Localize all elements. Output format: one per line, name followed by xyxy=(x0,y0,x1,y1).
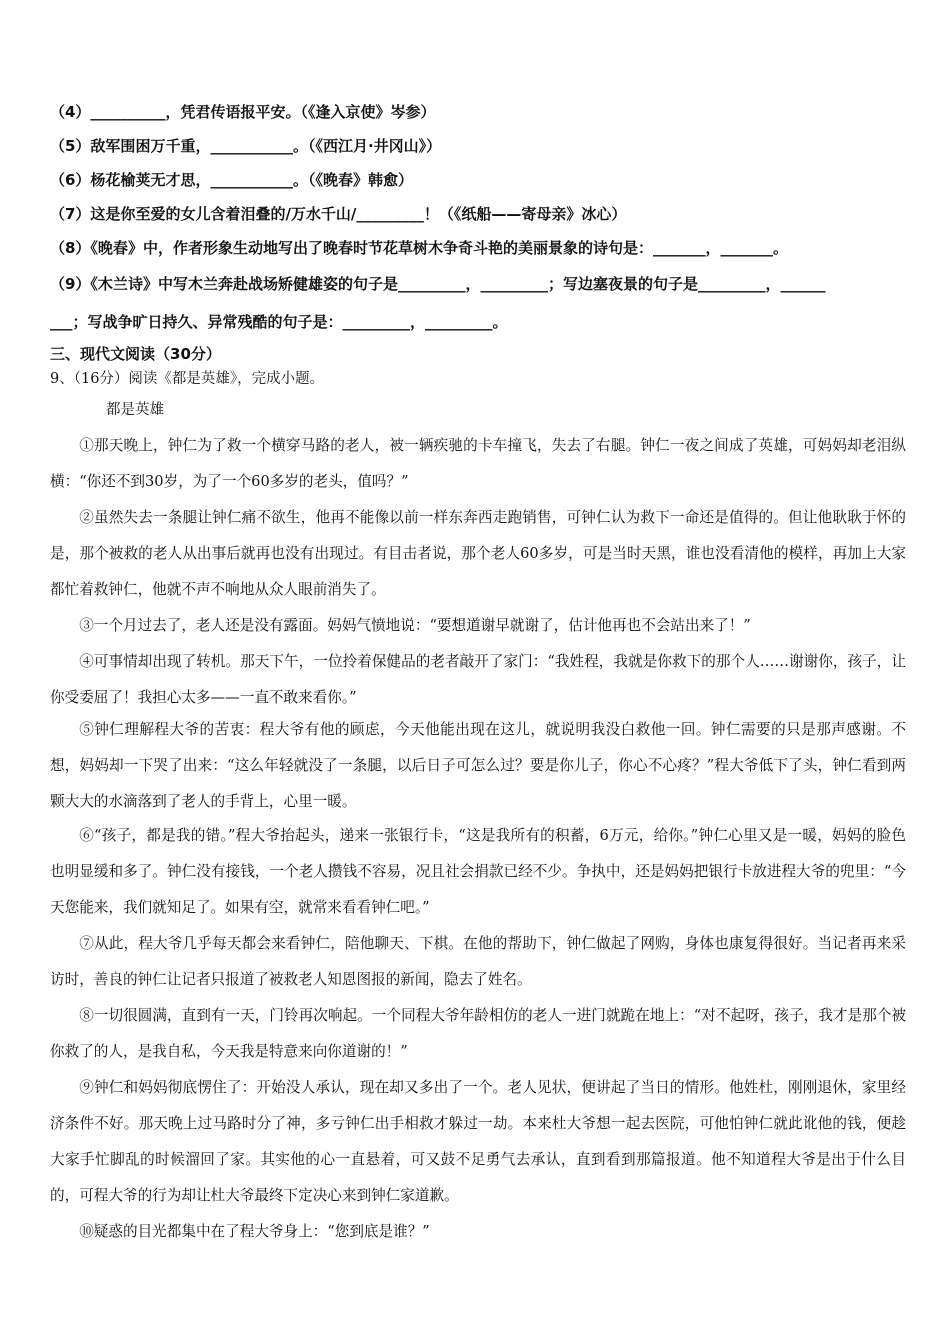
article-paragraph-10: ⑩疑惑的目光都集中在了程大爷身上：“您到底是谁？” xyxy=(79,1223,430,1240)
question-line-9: （9）《木兰诗》中写木兰奔赴战场矫健雄姿的句子是_________，_________；写边塞夜景的句子是_________，______ xyxy=(50,275,826,293)
article-title: 都是英雄 xyxy=(106,402,164,418)
question-line-6: （6）杨花榆荚无才思，___________。（《晚春》韩愈） xyxy=(50,171,413,189)
article-paragraph-6: ⑥“孩子，都是我的错。”程大爷抬起头，递来一张银行卡，“这是我所有的积蓄，6万元，给你。”钟仁心里又是一暖，妈妈的脸色也明显缓和多了。钟仁没有接钱，一个老人攒钱不容易，况且社会捐款已经不少。争执中，还是妈妈把银行卡放进程大爷的兜里：“今天您能来，我们就知足了。如果有空，就常来看看钟仁吧。” xyxy=(50,827,906,916)
article-paragraph-2: ②虽然失去一条腿让钟仁痛不欲生，他再不能像以前一样东奔西走跑销售，可钟仁认为救下一命还是值得的。但让他耿耿于怀的是，那个被救的老人从出事后就再也没有出现过。有目击者说，那个老人60多岁，可是当时天黑，谁也没看清他的模样，再加上大家都忙着救钟仁，他就不声不响地从众人眼前消失了。 xyxy=(50,509,906,598)
question-line-4: （4）__________，凭君传语报平安。（《逢入京使》岑参） xyxy=(50,103,436,121)
question-line-5: （5）敌军围困万千重，___________。（《西江月·井冈山》） xyxy=(50,137,442,155)
article-paragraph-1: ①那天晚上，钟仁为了救一个横穿马路的老人，被一辆疾驰的卡车撞飞，失去了右腿。钟仁一夜之间成了英雄，可妈妈却老泪纵横：“你还不到30岁，为了一个60多岁的老头，值吗？” xyxy=(50,437,906,490)
question-line-7: （7）这是你至爱的女儿含着泪叠的/万水千山/_________！（《纸船——寄母亲》冰心） xyxy=(50,205,627,223)
section-title: 三、现代文阅读（30分） xyxy=(50,345,221,363)
article-paragraph-7: ⑦从此，程大爷几乎每天都会来看钟仁，陪他聊天、下棋。在他的帮助下，钟仁做起了网购，身体也康复得很好。当记者再来采访时，善良的钟仁让记者只报道了被救老人知恩图报的新闻，隐去了姓名。 xyxy=(50,935,906,988)
article-paragraph-8: ⑧一切很圆满，直到有一天，门铃再次响起。一个同程大爷年龄相仿的老人一进门就跪在地上：“对不起呀，孩子，我才是那个被你救了的人，是我自私，今天我是特意来向你道谢的！” xyxy=(50,1007,906,1060)
question-line-8: （8）《晚春》中，作者形象生动地写出了晚春时节花草树木争奇斗艳的美丽景象的诗句是：_______，_______。 xyxy=(50,239,788,257)
question-intro: 9、（16分）阅读《都是英雄》，完成小题。 xyxy=(50,371,325,387)
article-paragraph-9: ⑨钟仁和妈妈彻底愣住了：开始没人承认，现在却又多出了一个。老人见状，便讲起了当日的情形。他姓杜，刚刚退休，家里经济条件不好。那天晚上过马路时分了神，多亏钟仁出手相救才躲过一劫。本来杜大爷想一起去医院，可他怕钟仁就此讹他的钱，便趁大家手忙脚乱的时候溜回了家。其实他的心一直悬着，可又鼓不足勇气去承认，直到看到那篇报道。他不知道程大爷是出于什么目的，可程大爷的行为却让杜大爷最终下定决心来到钟仁家道歉。 xyxy=(50,1079,906,1204)
article-paragraph-5: ⑤钟仁理解程大爷的苦衷：程大爷有他的顾虑，今天他能出现在这儿，就说明我没白救他一回。钟仁需要的只是那声感谢。不想，妈妈却一下哭了出来：“这么年轻就没了一条腿，以后日子可怎么过？要是你儿子，你心不心疼？”程大爷低下了头，钟仁看到两颗大大的水滴落到了老人的手背上，心里一暖。 xyxy=(50,721,906,810)
article-paragraph-4: ④可事情却出现了转机。那天下午，一位拎着保健品的老者敲开了家门：“我姓程，我就是你救下的那个人……谢谢你，孩子，让你受委屈了！我担心太多——一直不敢来看你。” xyxy=(50,653,906,706)
question-line-9-cont: ___；写战争旷日持久、异常残酷的句子是：_________，_________。 xyxy=(50,313,508,331)
article-paragraph-3: ③一个月过去了，老人还是没有露面。妈妈气愤地说：“要想道谢早就谢了，估计他再也不会站出来了！” xyxy=(79,617,751,634)
